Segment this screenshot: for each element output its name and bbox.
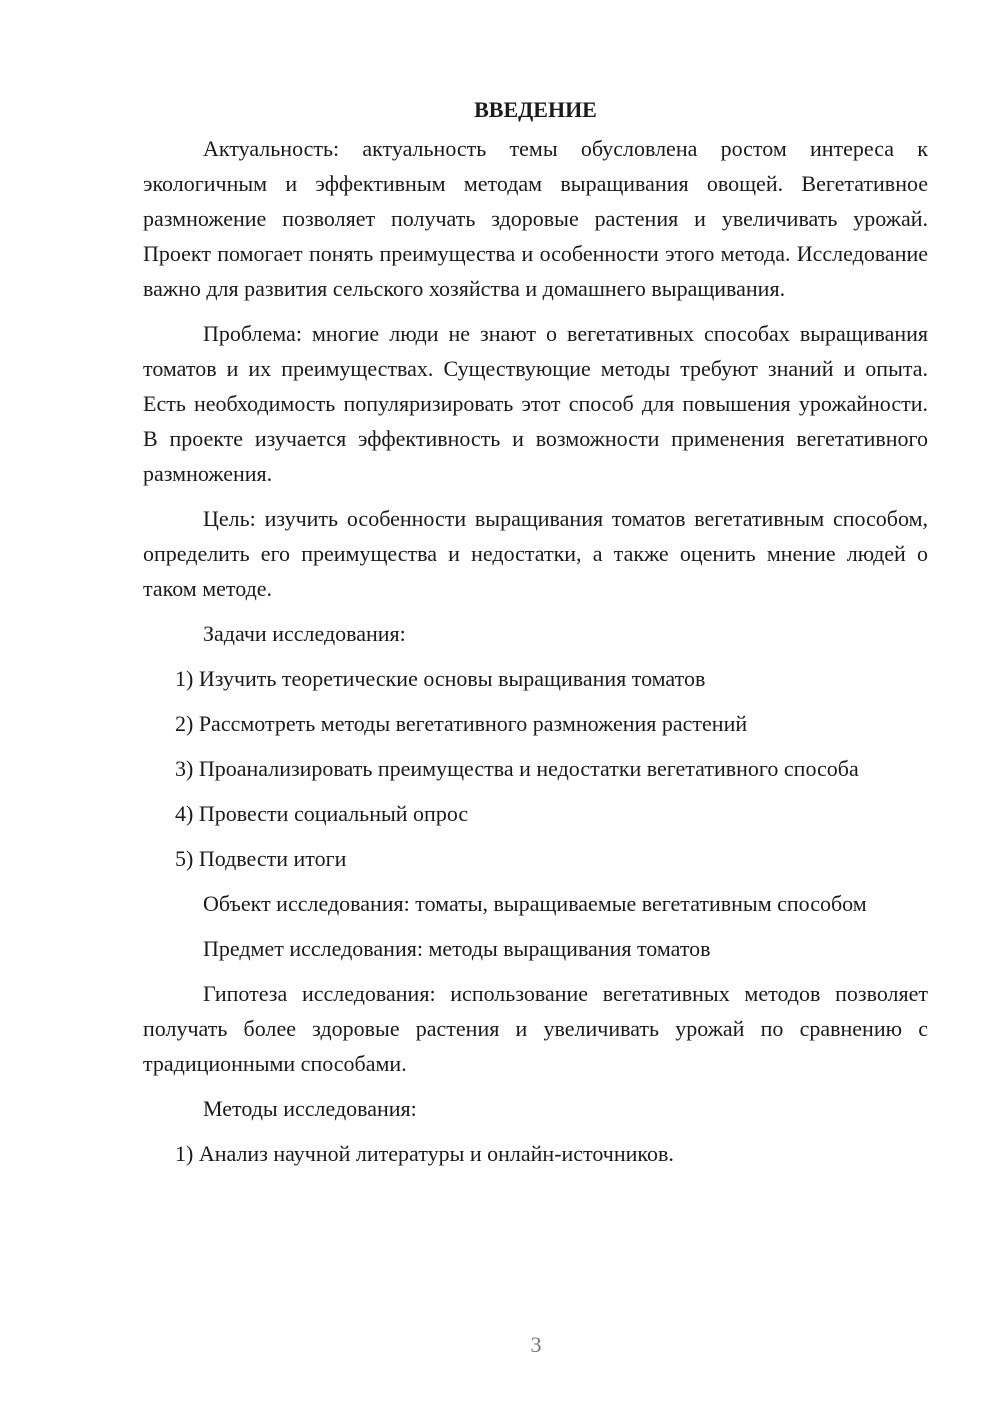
- paragraph-object: Объект исследования: томаты, выращиваемые вегетативным способом: [203, 891, 867, 916]
- section-title: ВВЕДЕНИЕ: [474, 97, 597, 122]
- paragraph-problem: Проблема: многие люди не знают о вегетативных способах выращивания томатов и их преимуществах. Существующие методы требуют знаний и опыта. Есть необходимость популяризировать этот способ для повышения урожайности. В проекте изучается эффективность и возможности применения вегетативного размножения.: [143, 321, 928, 486]
- paragraph-goal: Цель: изучить особенности выращивания томатов вегетативным способом, определить его преимущества и недостатки, а также оценить мнение людей о таком методе.: [143, 506, 928, 601]
- paragraph-tasks-heading: Задачи исследования:: [203, 621, 406, 646]
- list-item-task-5: 5) Подвести итоги: [175, 846, 347, 871]
- paragraph-relevance: Актуальность: актуальность темы обусловлена ростом интереса к экологичным и эффективным методам выращивания овощей. Вегетативное размножение позволяет получать здоровые растения и увеличивать урожай. Проект помогает понять преимущества и особенности этого метода. Исследование важно для развития сельского хозяйства и домашнего выращивания.: [143, 136, 928, 301]
- list-item-task-2: 2) Рассмотреть методы вегетативного размножения растений: [175, 711, 748, 736]
- list-item-method-1: 1) Анализ научной литературы и онлайн-источников.: [175, 1141, 674, 1166]
- list-item-task-3: 3) Проанализировать преимущества и недостатки вегетативного способа: [175, 756, 859, 781]
- list-item-task-1: 1) Изучить теоретические основы выращивания томатов: [175, 666, 706, 691]
- paragraph-methods-heading: Методы исследования:: [203, 1096, 417, 1121]
- paragraph-subject: Предмет исследования: методы выращивания томатов: [203, 936, 711, 961]
- page-content: [143, 92, 928, 1181]
- list-item-task-4: 4) Провести социальный опрос: [175, 801, 469, 826]
- page-number: 3: [530, 1332, 542, 1357]
- paragraph-hypothesis: Гипотеза исследования: использование вегетативных методов позволяет получать более здоровые растения и увеличивать урожай по сравнению с традиционными способами.: [143, 981, 928, 1076]
